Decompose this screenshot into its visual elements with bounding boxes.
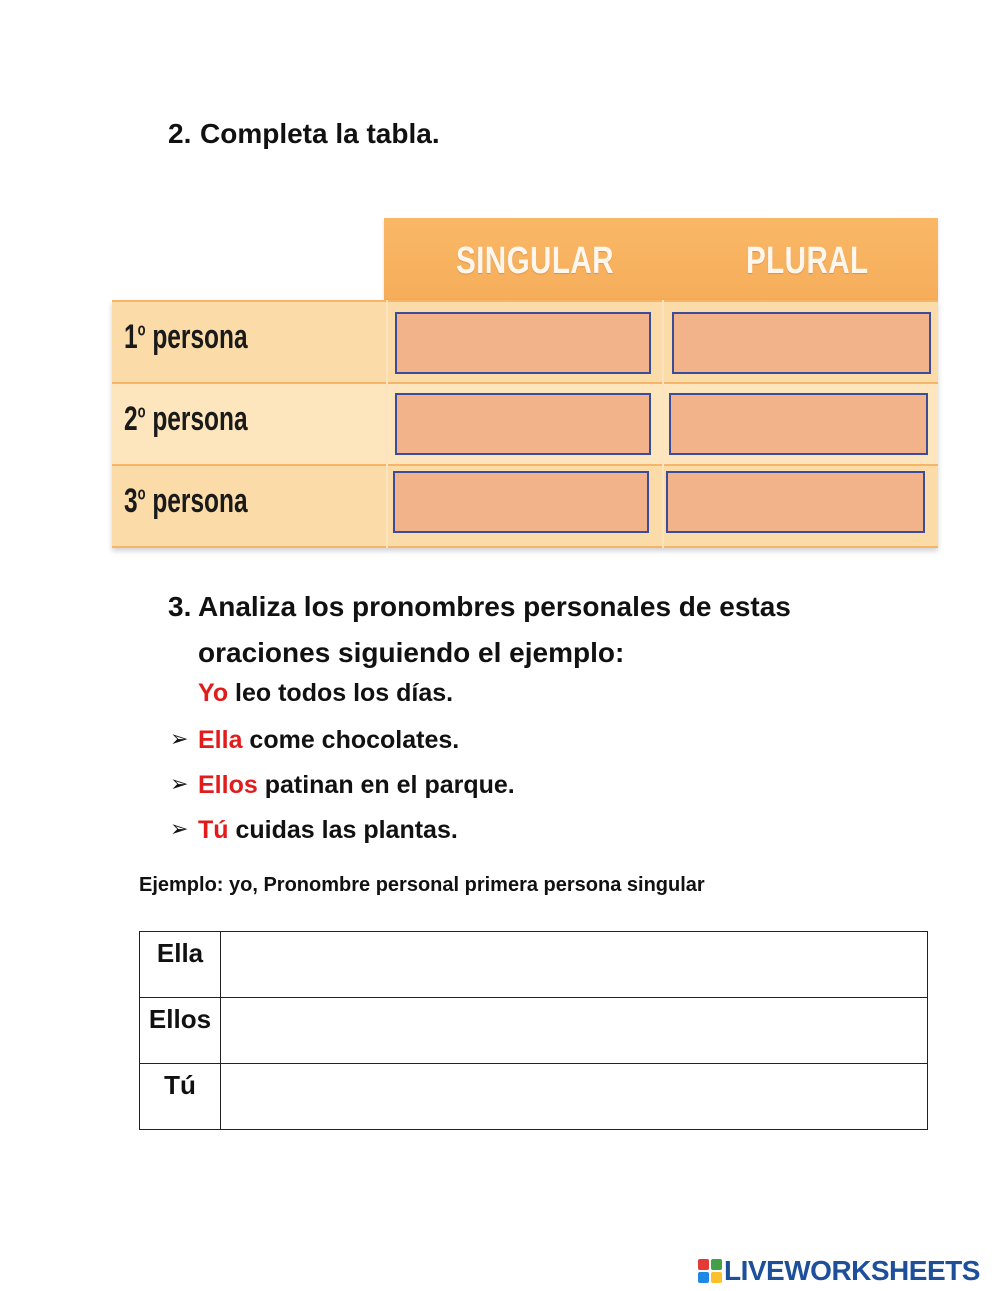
logo-blocks-icon xyxy=(698,1259,722,1283)
answer-input-1-plural[interactable] xyxy=(672,312,931,374)
pronoun-cell: Ellos xyxy=(140,998,221,1064)
answer-input-ella[interactable] xyxy=(221,932,928,998)
row-label: 1$^o$ persona xyxy=(124,318,248,356)
answer-input-3-plural[interactable] xyxy=(666,471,925,533)
table-row xyxy=(140,998,928,1064)
exercise-3-heading xyxy=(168,584,918,676)
pronoun-table-header xyxy=(384,218,938,300)
pronoun-table xyxy=(112,218,938,552)
example-note: Ejemplo: yo, Pronombre personal primera persona singular xyxy=(139,874,705,896)
logo-text: LIVEWORKSHEETS xyxy=(724,1255,980,1286)
sentence-rest: cuidas las plantas. xyxy=(228,816,458,844)
answer-input-3-singular[interactable] xyxy=(393,471,649,533)
header-plural: PLURAL xyxy=(746,240,869,282)
answer-input-2-plural[interactable] xyxy=(669,393,928,455)
exercise-number: 3. xyxy=(168,591,192,622)
arrow-bullet-icon: ➢ xyxy=(170,726,189,751)
exercise-title: Analiza los pronombres personales de estas oraciones siguiendo el ejemplo: xyxy=(198,591,791,668)
sentence-rest: come chocolates. xyxy=(242,726,460,754)
pronoun: Tú xyxy=(198,816,229,844)
exercise-2-heading xyxy=(168,118,440,150)
analysis-table xyxy=(139,931,928,1130)
pronoun: Ella xyxy=(198,726,243,754)
table-row xyxy=(140,932,928,998)
column-divider xyxy=(386,300,388,548)
exercise-number: 2. xyxy=(168,118,192,149)
list-item xyxy=(170,816,458,845)
exercise-title: Completa la tabla. xyxy=(200,118,440,149)
pronoun: Ellos xyxy=(198,771,258,799)
list-item xyxy=(170,726,460,755)
pronoun-cell: Ella xyxy=(140,932,221,998)
list-item xyxy=(170,771,515,800)
answer-input-2-singular[interactable] xyxy=(395,393,651,455)
arrow-bullet-icon: ➢ xyxy=(170,816,189,841)
row-label: 3$^o$ persona xyxy=(124,482,248,520)
liveworksheets-logo xyxy=(698,1253,980,1289)
pronoun-cell: Tú xyxy=(140,1064,221,1130)
sentence-rest: patinan en el parque. xyxy=(257,771,515,799)
pronoun: Yo xyxy=(198,679,229,707)
column-divider xyxy=(662,300,664,548)
sentence-rest: leo todos los días. xyxy=(228,679,454,707)
header-singular: SINGULAR xyxy=(456,240,614,282)
row-label: 2$^o$ persona xyxy=(124,400,248,438)
answer-input-1-singular[interactable] xyxy=(395,312,651,374)
answer-input-tu[interactable] xyxy=(221,1064,928,1130)
table-row xyxy=(140,1064,928,1130)
arrow-bullet-icon: ➢ xyxy=(170,771,189,796)
example-sentence xyxy=(198,679,453,708)
answer-input-ellos[interactable] xyxy=(221,998,928,1064)
pronoun-table-body xyxy=(112,300,938,548)
